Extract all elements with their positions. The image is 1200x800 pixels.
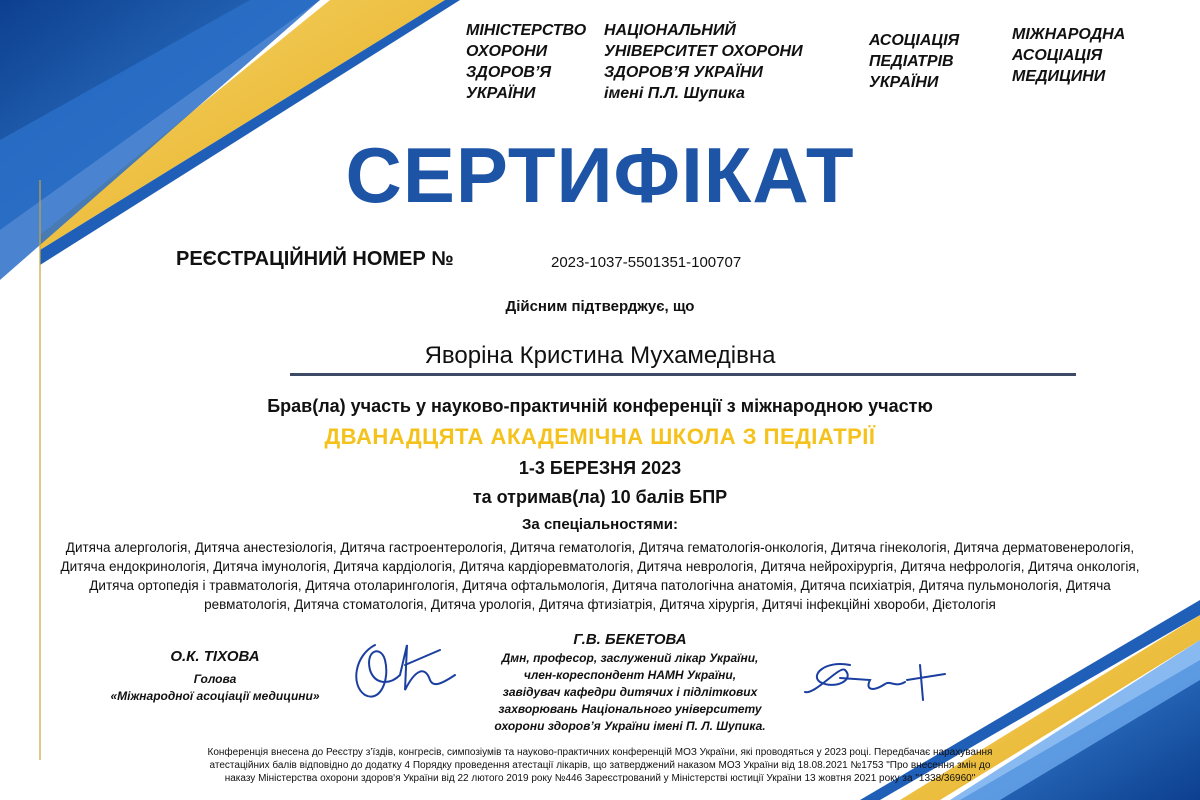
signature-1 — [345, 625, 465, 705]
org-ministry-line: ОХОРОНИ — [466, 43, 548, 60]
confirmation-text: Дійсним підтверджує, що — [505, 298, 695, 315]
org-pediatricians-line: УКРАЇНИ — [869, 74, 939, 91]
org-university-line: імені П.Л. Шупика — [604, 85, 745, 102]
footer-line: Конференція внесена до Реєстру з’їздів, конгресів, симпозіумів та науково-практичних конференцій МОЗ України, які проводяться у 2023 році. Передбачає нарахування — [207, 747, 993, 758]
name-underline — [290, 373, 1076, 376]
signatory-2-line: завідувач кафедри дитячих і підліткових — [502, 685, 758, 699]
certificate-title: СЕРТИФІКАТ — [345, 131, 855, 219]
org-pediatricians-line: ПЕДІАТРІВ — [869, 53, 954, 70]
signatory-1-line: Голова — [193, 672, 237, 686]
org-pediatricians-line: АСОЦІАЦІЯ — [869, 32, 960, 49]
signatory-1-line: «Міжнародної асоціації медицини» — [110, 689, 320, 703]
specialties-title: За спеціальностями: — [522, 516, 678, 533]
person-name: Яворіна Кристина Мухамедівна — [424, 342, 776, 369]
org-ministry-line: МІНІСТЕРСТВО — [466, 22, 587, 39]
signatory-2 — [460, 631, 800, 735]
org-medicine-line: МІЖНАРОДНА — [1012, 26, 1126, 43]
org-medicine-line: АСОЦІАЦІЯ — [1012, 47, 1103, 64]
signatory-2-line: охорони здоров’я України імені П. Л. Шупика. — [494, 719, 766, 733]
registration-number: 2023-1037-5501351-100707 — [551, 254, 742, 271]
signatory-2-line: Дмн, професор, заслужений лікар України, — [501, 651, 759, 665]
org-university-line: НАЦІОНАЛЬНИЙ — [604, 22, 736, 39]
org-medicine — [1012, 24, 1125, 87]
org-medicine-line: МЕДИЦИНИ — [1012, 68, 1106, 85]
org-university-line: УНІВЕРСИТЕТ ОХОРОНИ — [604, 43, 803, 60]
signature-2 — [795, 650, 965, 710]
footer-line: атестаційних балів відповідно до додатку 4 Порядку проведення атестації лікарів, що затверджений наказом МОЗ України від 18.08.2021 №1753 "Про внесення змін до — [209, 760, 991, 771]
org-university — [604, 20, 803, 104]
org-ministry — [466, 20, 586, 104]
event-name: ДВАНАДЦЯТА АКАДЕМІЧНА ШКОЛА З ПЕДІАТРІЇ — [324, 424, 876, 449]
footer-line: наказу Міністерства охорони здоров'я України від 22 лютого 2019 року №446 Зареєстрований у Міністерстві юстиції України 13 жовтня 2021 року за "1338/36960" — [224, 773, 976, 784]
points-awarded: та отримав(ла) 10 балів БПР — [472, 487, 728, 507]
signatory-2-line: член-кореспондент НАМН України, — [523, 668, 737, 682]
specialties-list: Дитяча алергологія, Дитяча анестезіологія, Дитяча гастроентерологія, Дитяча гематологія, Дитяча гематологія-онкологія, Дитяча гінекологія, Дитяча дерматовенерологія, Дитяча ендокринологія, Дитяча імунологія, Дитяча кардіологія, Дитяча кардіоревматологія, Дитяча неврологія, Дитяча нейрохірургія, Дитяча нефрологія, Дитяча онкологія, Дитяча ортопедія і травматологія, Дитяча отоларингологія, Дитяча офтальмологія, Дитяча патологічна анатомія, Дитяча психіатрія, Дитяча пульмонологія, Дитяча ревматологія, Дитяча стоматологія, Дитяча урологія, Дитяча фтизіатрія, Дитяча хірургія, Дитячі інфекційні хвороби, Дієтологія — [60, 540, 1140, 612]
org-university-line: ЗДОРОВ’Я УКРАЇНИ — [604, 64, 763, 81]
participation-text: Брав(ла) участь у науково-практичній конференції з міжнародною участю — [267, 396, 933, 416]
registration-label: РЕЄСТРАЦІЙНИЙ НОМЕР № — [176, 248, 454, 270]
org-ministry-line: ЗДОРОВ’Я — [466, 64, 552, 81]
signatory-1-name: О.К. ТІХОВА — [170, 648, 260, 665]
signatory-2-name: Г.В. БЕКЕТОВА — [573, 631, 687, 648]
org-pediatricians — [869, 30, 959, 93]
footer-note — [54, 746, 1146, 785]
signatory-2-line: захворювань Національного університету — [498, 702, 762, 716]
org-ministry-line: УКРАЇНИ — [466, 85, 536, 102]
event-dates: 1-3 БЕРЕЗНЯ 2023 — [518, 458, 682, 478]
signatory-1 — [60, 648, 370, 705]
